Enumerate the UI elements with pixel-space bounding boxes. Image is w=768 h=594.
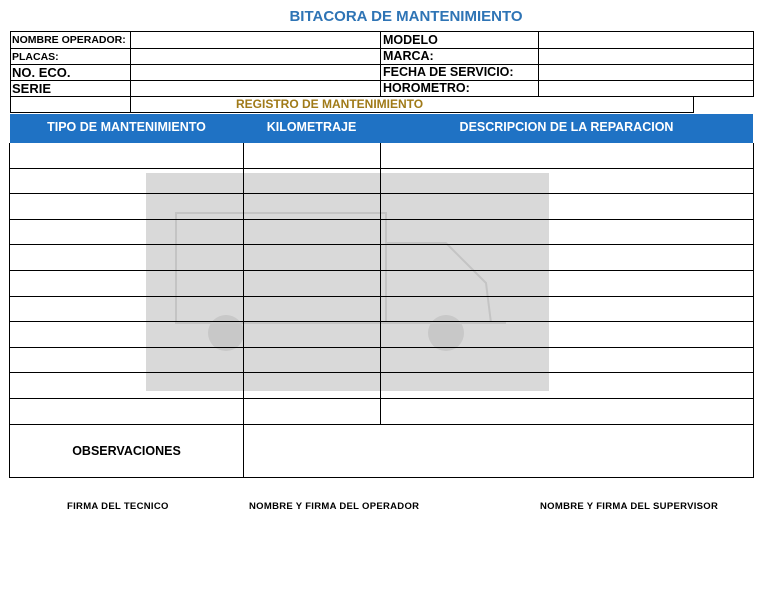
marca-label: MARCA: xyxy=(383,49,434,63)
horometro-label: HOROMETRO: xyxy=(383,81,470,95)
firma-supervisor-label: NOMBRE Y FIRMA DEL SUPERVISOR xyxy=(540,501,719,512)
column-header-descripcion: DESCRIPCION DE LA REPARACION xyxy=(459,120,674,134)
placas-field[interactable] xyxy=(131,49,380,64)
fecha-servicio-label: FECHA DE SERVICIO: xyxy=(383,65,514,79)
firma-operador-label: NOMBRE Y FIRMA DEL OPERADOR xyxy=(249,501,420,512)
registro-title: REGISTRO DE MANTENIMIENTO xyxy=(236,97,424,111)
modelo-field[interactable] xyxy=(539,32,753,48)
horometro-field[interactable] xyxy=(539,81,753,96)
column-header-kilometraje: KILOMETRAJE xyxy=(266,120,357,134)
eco-field[interactable] xyxy=(131,65,380,80)
observaciones-label: OBSERVACIONES xyxy=(72,444,181,458)
marca-field[interactable] xyxy=(539,49,753,64)
serie-label: SERIE xyxy=(12,81,52,96)
page-title: BITACORA DE MANTENIMIENTO xyxy=(289,8,523,25)
operador-label: NOMBRE OPERADOR: xyxy=(12,34,126,46)
firma-tecnico-label: FIRMA DEL TECNICO xyxy=(67,501,169,512)
eco-label: NO. ECO. xyxy=(12,65,71,80)
observaciones-field[interactable] xyxy=(244,425,753,477)
operador-field[interactable] xyxy=(131,32,380,48)
fecha-servicio-field[interactable] xyxy=(539,65,753,80)
modelo-label: MODELO xyxy=(383,33,438,47)
truck-watermark-icon xyxy=(146,173,549,391)
serie-field[interactable] xyxy=(131,81,380,96)
column-header-tipo: TIPO DE MANTENIMIENTO xyxy=(47,120,206,134)
placas-label: PLACAS: xyxy=(12,51,59,63)
